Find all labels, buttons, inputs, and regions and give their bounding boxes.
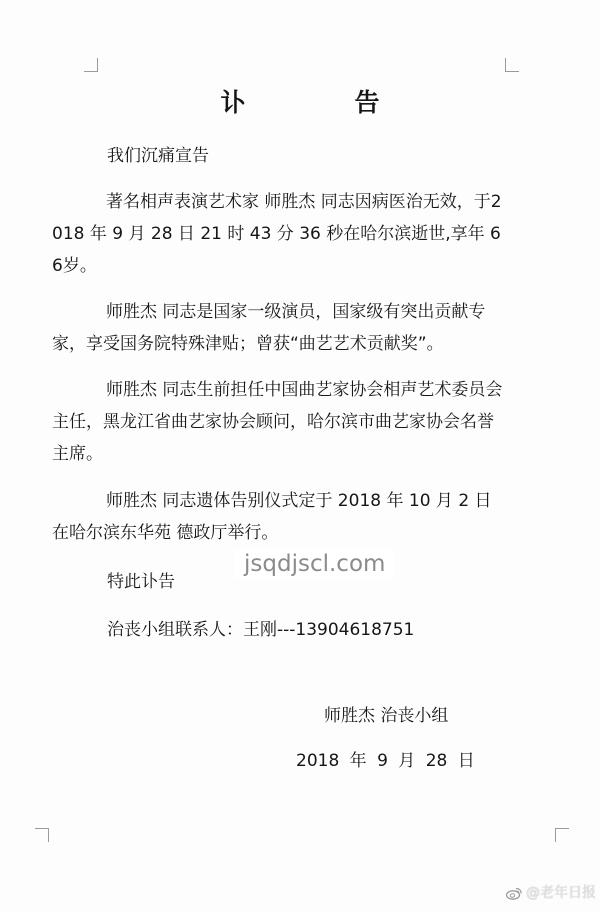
weibo-icon <box>506 886 523 900</box>
paragraph-death-announcement: 著名相声表演艺术家 师胜杰 同志因病医治无效，于2018 年 9 月 28 日 21 时 43 分 36 秒在哈尔滨逝世,享年 66岁。 <box>52 192 502 276</box>
source-credit <box>506 884 596 902</box>
page-corner-mark-bottom-right <box>555 828 569 842</box>
paragraph-honors: 师胜杰 同志是国家一级演员，国家级有突出贡献专家，享受国务院特殊津贴；曾获“曲艺艺术贡献奖”。 <box>52 302 486 354</box>
document-title: 讣 告 <box>220 88 422 117</box>
page-corner-mark-bottom-left <box>35 828 49 842</box>
signature: 师胜杰 治丧小组 <box>324 706 449 726</box>
page-corner-mark-top-right <box>505 58 519 72</box>
closing-line: 特此讣告 <box>107 572 175 592</box>
paragraph-farewell-ceremony: 师胜杰 同志遗体告别仪式定于 2018 年 10 月 2 日在哈尔滨东华苑 德政厅举行。 <box>52 491 492 543</box>
source-credit-label: @老年日报 <box>526 885 596 901</box>
contact-line: 治丧小组联系人：王刚---13904618751 <box>107 620 415 640</box>
watermark: jsqdjscl.com <box>235 549 394 579</box>
paragraph-positions: 师胜杰 同志生前担任中国曲艺家协会相声艺术委员会主任，黑龙江省曲艺家协会顾问，哈尔滨市曲艺家协会名誉主席。 <box>52 380 503 464</box>
greeting-line: 我们沉痛宣告 <box>107 146 209 166</box>
page-corner-mark-top-left <box>84 58 98 72</box>
document-date: 2018 年 9 月 28 日 <box>296 751 475 771</box>
